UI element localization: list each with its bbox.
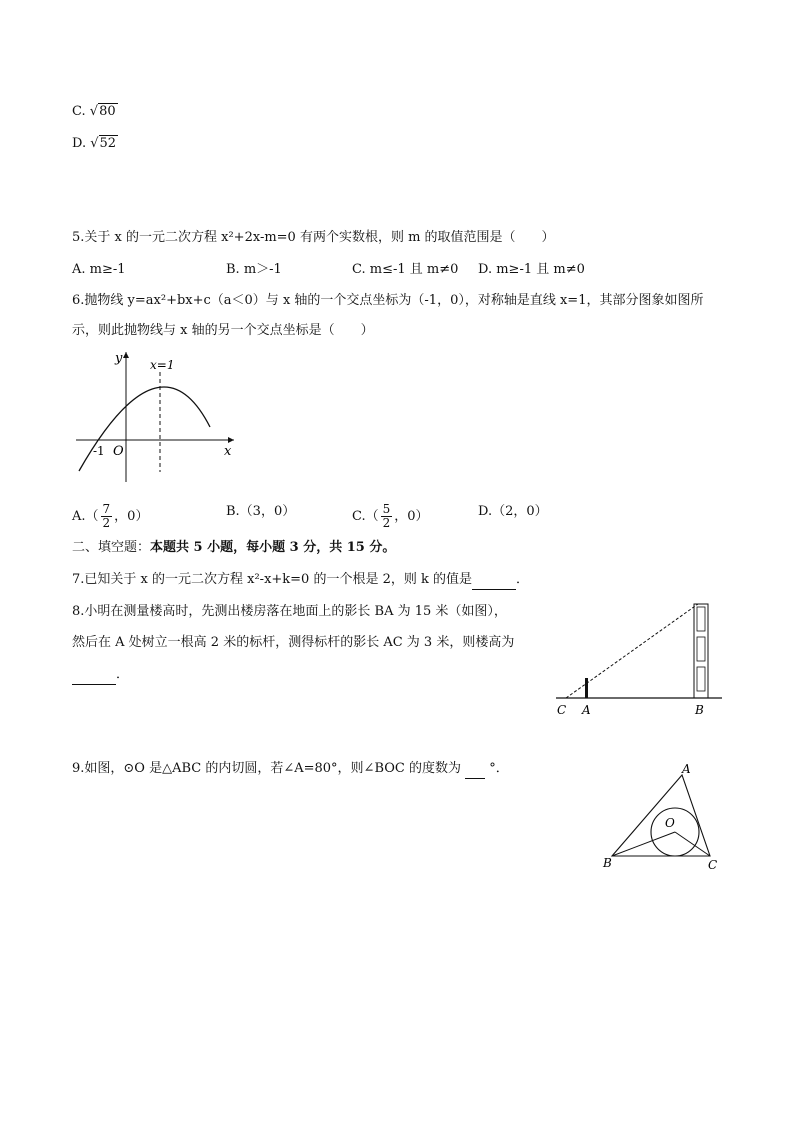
q5-option-a: A. m≥-1 xyxy=(72,262,126,277)
neg-one-label: -1 xyxy=(93,444,105,458)
q6-parabola-graph xyxy=(70,345,245,490)
q5-option-c: C. m≤-1 且 m≠0 xyxy=(352,262,459,277)
q8-line2: 然后在 A 处树立一根高 2 米的标杆，测得标杆的影长 AC 为 3 米，则楼高为 xyxy=(72,635,515,650)
q5-option-b: B. m＞-1 xyxy=(226,262,282,277)
label-b: B xyxy=(695,703,704,717)
answer-blank xyxy=(465,760,485,779)
q8-line1: 8.小明在测量楼高时，先测出楼房落在地面上的影长 BA 为 15 米（如图）， xyxy=(72,604,507,619)
section-heading: 二、填空题：本题共 5 小题，每小题 3 分，共 15 分。 xyxy=(72,540,396,555)
x-axis-label: x xyxy=(224,444,232,459)
q4-option-d: D. √52 xyxy=(72,136,117,151)
segment-ob xyxy=(612,832,675,856)
label-o: O xyxy=(665,816,675,830)
q5-stem: 5.关于 x 的一元二次方程 x²+2x-m=0 有两个实数根，则 m 的取值范围是（ ） xyxy=(72,230,555,245)
q8-building-shadow-figure xyxy=(550,598,730,720)
q6-option-d: D.（2，0） xyxy=(478,504,548,519)
label-a: A xyxy=(682,762,691,776)
q6-stem-line2: 示，则此抛物线与 x 轴的另一个交点坐标是（ ） xyxy=(72,323,374,338)
q6-option-c: C.（ $\frac{5}{2}$ ，0） xyxy=(352,502,429,530)
label-c: C xyxy=(557,703,567,717)
sqrt-expression: √52 xyxy=(90,136,117,151)
label-c: C xyxy=(708,858,718,872)
label-b: B xyxy=(603,856,612,870)
fraction: $\frac{5}{2}$ xyxy=(382,502,391,530)
label-a: A xyxy=(582,703,591,717)
q5-option-d: D. m≥-1 且 m≠0 xyxy=(478,262,585,277)
answer-blank xyxy=(72,666,116,685)
building xyxy=(694,604,708,698)
q6-option-a: A.（ $\frac{7}{2}$ ，0） xyxy=(72,502,149,530)
q9-stem: 9.如图，⊙O 是△ABC 的内切圆，若∠A=80°，则∠BOC 的度数为 °． xyxy=(72,760,509,779)
marker-pole xyxy=(585,678,588,698)
q9-incircle-figure xyxy=(598,758,724,874)
y-axis-label: y xyxy=(115,351,123,366)
q6-stem-line1: 6.抛物线 y=ax²+bx+c（a＜0）与 x 轴的一个交点坐标为（-1，0），对称轴是直线 x=1，其部分图象如图所 xyxy=(72,293,704,308)
q7-stem: 7.已知关于 x 的一元二次方程 x²-x+k=0 的一个根是 2，则 k 的值是 ． xyxy=(72,571,529,590)
answer-blank xyxy=(472,571,516,590)
q6-option-b: B.（3，0） xyxy=(226,504,296,519)
sqrt-expression: √80 xyxy=(89,104,116,119)
q8-line3: ． xyxy=(72,666,129,685)
fraction: $\frac{7}{2}$ xyxy=(102,502,111,530)
q4-option-c: C. √80 xyxy=(72,104,116,119)
parabola-curve xyxy=(79,387,210,471)
origin-label: O xyxy=(113,444,124,459)
segment-oc xyxy=(675,832,710,856)
symmetry-axis-label: x=1 xyxy=(150,358,175,372)
